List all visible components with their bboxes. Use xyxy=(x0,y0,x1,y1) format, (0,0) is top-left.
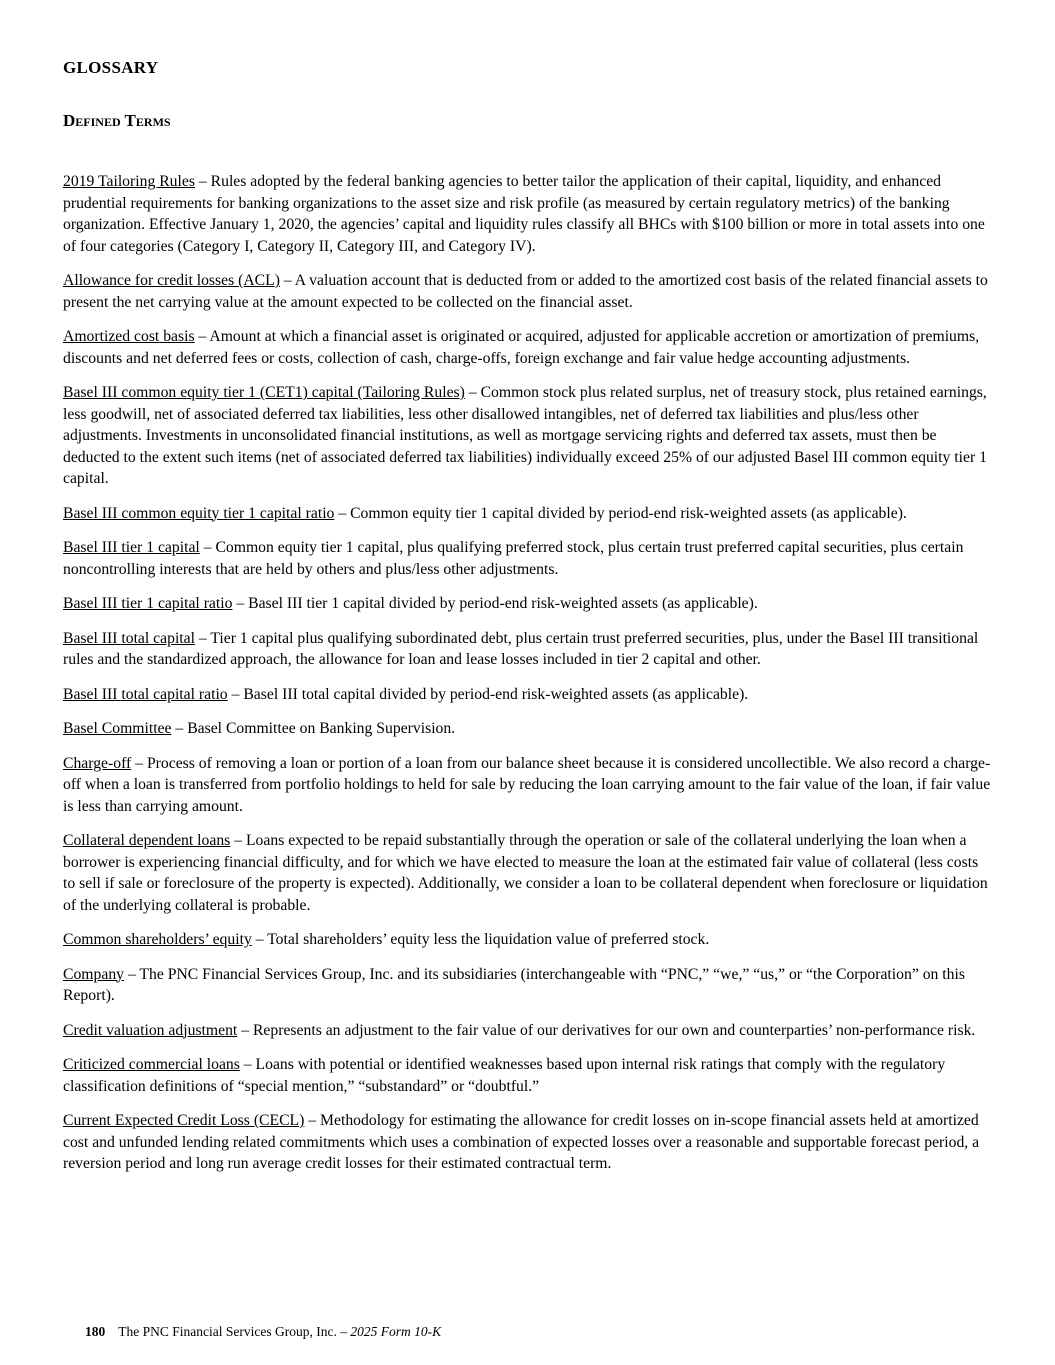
glossary-entry: Credit valuation adjustment – Represents an adjustment to the fair value of our derivatives for our own and counterparties’ non-performance risk. xyxy=(63,1021,976,1039)
glossary-term: Basel III total capital xyxy=(63,629,195,647)
page-footer xyxy=(85,1324,441,1340)
glossary-entry: Basel III common equity tier 1 capital ratio – Common equity tier 1 capital divided by period-end risk-weighted assets (as applicable). xyxy=(63,504,907,522)
glossary-term: Collateral dependent loans xyxy=(63,832,231,849)
glossary-term: Basel III tier 1 capital xyxy=(63,539,200,556)
glossary-term: Amortized cost basis xyxy=(63,328,195,345)
glossary-entry: Basel Committee – Basel Committee on Banking Supervision. xyxy=(63,720,456,737)
glossary-entry: Basel III common equity tier 1 (CET1) capital (Tailoring Rules) – Common stock plus related surplus, net of treasury stock, plus retained earnings, less goodwill, net of associated deferred tax liabilities, less other disallowed intangibles, net of deferred tax liabilities and plus/less other adjustments. Investments in unconsolidated financial institutions, as well as mortgage servicing rights and deferred tax assets, must then be deducted to the extent such items (net of associated deferred tax liabilities) individually exceed 25% of our adjusted Basel III common equity tier 1 capital. xyxy=(63,384,987,487)
glossary-entries xyxy=(63,171,993,1175)
glossary-term: Basel III total capital ratio xyxy=(63,685,228,703)
glossary-term: Company xyxy=(63,965,125,983)
glossary-entry: Basel III total capital ratio – Basel III total capital divided by period-end risk-weighted assets (as applicable). xyxy=(63,685,749,703)
glossary-entry: Company – The PNC Financial Services Group, Inc. and its subsidiaries (interchangeable with “PNC,” “we,” “us,” or “the Corporation” on this Report). xyxy=(63,965,965,1004)
glossary-entry: Basel III total capital – Tier 1 capital plus qualifying subordinated debt, plus certain trust preferred securities, plus, under the Basel III transitional rules and the standardized approach, the allowance for loan and lease losses included in tier 2 capital and other. xyxy=(63,629,979,668)
section-subtitle: Defined Terms xyxy=(63,111,171,130)
glossary-entry: Charge-off – Process of removing a loan or portion of a loan from our balance sheet because it is considered uncollectible. We also record a charge-off when a loan is transferred from portfolio holdings to held for sale by reducing the loan carrying amount to the fair value of the loan, if fair value is less than carrying amount. xyxy=(63,754,991,815)
glossary-entry: Basel III tier 1 capital ratio – Basel III tier 1 capital divided by period-end risk-weighted assets (as applicable). xyxy=(63,595,758,612)
glossary-entry: Collateral dependent loans – Loans expected to be repaid substantially through the operation or sale of the collateral underlying the loan when a borrower is experiencing financial difficulty, and for which we have elected to measure the loan at the estimated fair value of collateral (less costs to sell if sale or foreclosure of the property is expected). Additionally, we consider a loan to be collateral dependent when foreclosure or liquidation of the underlying collateral is probable. xyxy=(63,832,988,914)
glossary-term: Common shareholders’ equity xyxy=(63,931,252,948)
glossary-entry: 2019 Tailoring Rules – Rules adopted by the federal banking agencies to better tailor the application of their capital, liquidity, and enhanced prudential requirements for banking organizations to the asset size and risk profile (as measured by certain regulatory metrics) of the banking organization. Effective January 1, 2020, the agencies’ capital and liquidity rules classify all BHCs with $100 billion or more in total assets into one of four categories (Category I, Category II, Category III, and Category IV). xyxy=(63,173,985,255)
glossary-entry: Basel III tier 1 capital – Common equity tier 1 capital, plus qualifying preferred stock, plus certain trust preferred capital securities, plus certain noncontrolling interests that are held by others and plus/less other adjustments. xyxy=(63,539,964,578)
footer-form-text: 2025 Form 10-K xyxy=(350,1324,442,1339)
glossary-term: Criticized commercial loans xyxy=(63,1056,240,1073)
glossary-term: Basel Committee xyxy=(63,720,172,737)
glossary-term: Basel III tier 1 capital ratio xyxy=(63,595,233,612)
glossary-term: Charge-off xyxy=(63,754,132,772)
glossary-term: Credit valuation adjustment xyxy=(63,1021,238,1039)
footer-company-text: The PNC Financial Services Group, Inc. – xyxy=(118,1324,351,1339)
glossary-term: Current Expected Credit Loss (CECL) xyxy=(63,1112,305,1129)
glossary-entry: Criticized commercial loans – Loans with potential or identified weaknesses based upon internal risk ratings that comply with the regulatory classification definitions of “special mention,” “substandard” or “doubtful.” xyxy=(63,1056,946,1095)
glossary-term: Basel III common equity tier 1 capital ratio xyxy=(63,504,335,522)
glossary-term: Basel III common equity tier 1 (CET1) capital (Tailoring Rules) xyxy=(63,384,465,401)
glossary-entry: Common shareholders’ equity – Total shareholders’ equity less the liquidation value of preferred stock. xyxy=(63,931,710,948)
glossary-entry: Amortized cost basis – Amount at which a financial asset is originated or acquired, adjusted for applicable accretion or amortization of premiums, discounts and net deferred fees or costs, collection of cash, charge-offs, foreign exchange and fair value hedge accounting adjustments. xyxy=(63,328,980,367)
page-title: GLOSSARY xyxy=(63,58,159,77)
glossary-entry: Allowance for credit losses (ACL) – A valuation account that is deducted from or added to the amortized cost basis of the related financial assets to present the net carrying value at the amount expected to be collected on the financial asset. xyxy=(63,272,988,311)
glossary-entry: Current Expected Credit Loss (CECL) – Methodology for estimating the allowance for credit losses on in-scope financial assets held at amortized cost and unfunded lending related commitments which uses a combination of expected losses over a reasonable and supportable forecast period, a reversion period and long run average credit losses for their estimated contractual term. xyxy=(63,1112,980,1172)
glossary-term: Allowance for credit losses (ACL) xyxy=(63,272,280,289)
page-number: 180 xyxy=(85,1324,106,1339)
glossary-term: 2019 Tailoring Rules xyxy=(63,173,195,190)
